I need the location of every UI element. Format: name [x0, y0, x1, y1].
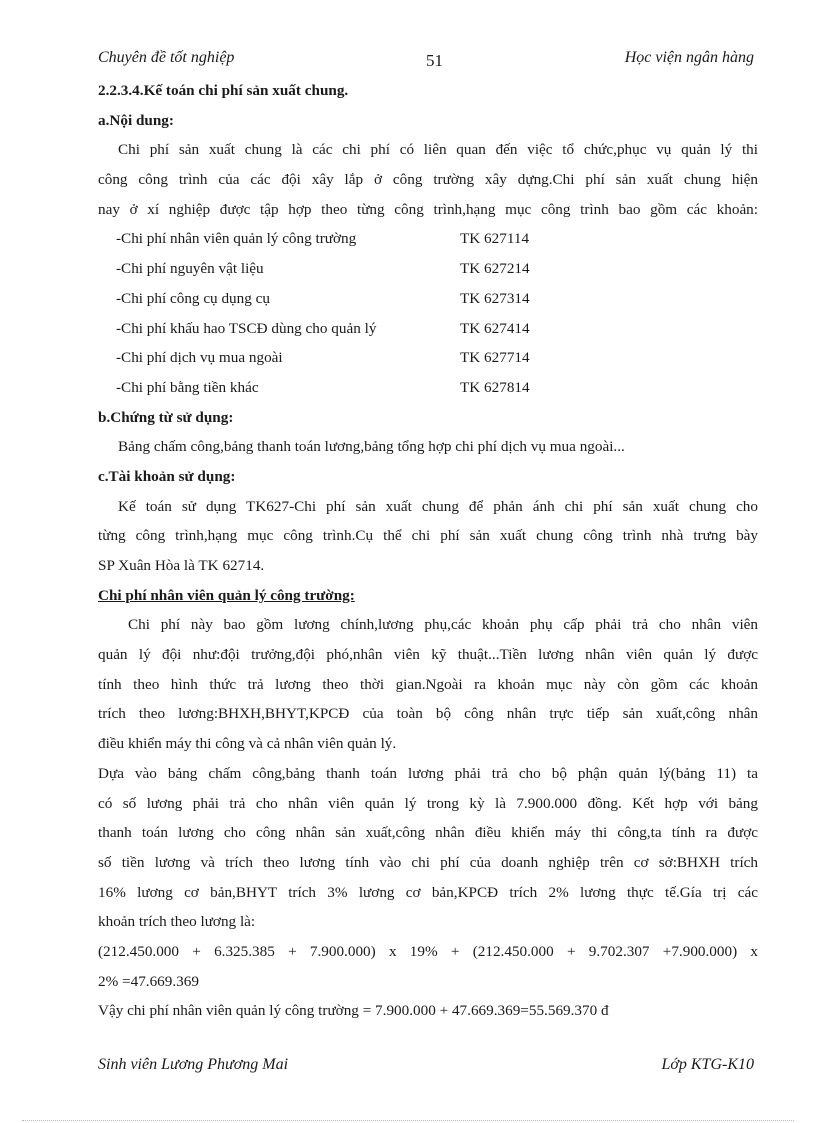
intro-line: công công trình của các đội xây lắp ở công trường xây dựng.Chi phí sản xuất chung hiện	[98, 171, 758, 189]
header-right: Học viện ngân hàng	[624, 49, 754, 66]
content-heading: a.Nội dung:	[98, 111, 174, 129]
calc-text-line: khoản trích theo lương là:	[98, 913, 256, 931]
account-name: -Chi phí dịch vụ mua ngoài	[116, 349, 283, 367]
calc-text-line: 16% lương cơ bản,BHYT trích 3% lương cơ bản,KPCĐ trích 2% lương thực tế.Gía trị các	[98, 883, 758, 901]
account-code: TK 627414	[460, 319, 530, 337]
accounts-text-line: từng công trình,hạng mục công trình.Cụ thể chi phí sản xuất chung công trình nhà trưng bày	[98, 527, 758, 545]
accounts-text-line: SP Xuân Hòa là TK 62714.	[98, 557, 265, 574]
documents-text: Bảng chấm công,bảng thanh toán lương,bảng tổng hợp chi phí dịch vụ mua ngoài...	[118, 438, 625, 456]
staff-text-line: tính theo hình thức trả lương theo thời gian.Ngoài ra khoản mục này còn gồm các khoản	[98, 675, 758, 693]
calc-text-line: Dựa vào bảng chấm công,bảng thanh toán lương phải trả cho bộ phận quản lý(bảng 11) ta	[98, 764, 758, 782]
section-title: 2.2.3.4.Kế toán chi phí sản xuất chung.	[98, 82, 349, 99]
footer-right: Lớp KTG-K10	[661, 1056, 754, 1073]
account-name: -Chi phí khấu hao TSCĐ dùng cho quản lý	[116, 319, 377, 337]
account-code: TK 627814	[460, 378, 530, 396]
formula-line: 2% =47.669.369	[98, 972, 199, 990]
account-code: TK 627214	[460, 260, 530, 278]
account-code: TK 627114	[460, 230, 530, 248]
conclusion: Vậy chi phí nhân viên quản lý công trường = 7.900.000 + 47.669.369=55.569.370 đ	[98, 1002, 609, 1020]
accounts-text-line: Kế toán sử dụng TK627-Chi phí sản xuất chung để phản ánh chi phí sản xuất chung cho	[118, 497, 758, 515]
header-left: Chuyên đề tốt nghiệp	[98, 49, 235, 66]
account-code: TK 627314	[460, 289, 530, 307]
intro-line: Chi phí sản xuất chung là các chi phí có liên quan đến việc tổ chức,phục vụ quản lý thi	[118, 141, 758, 159]
documents-heading: b.Chứng từ sử dụng:	[98, 408, 234, 426]
formula-line: (212.450.000 + 6.325.385 + 7.900.000) x 19% + (212.450.000 + 9.702.307 +7.900.000) x	[98, 942, 758, 960]
staff-heading: Chi phí nhân viên quản lý công trường:	[98, 586, 355, 604]
staff-text-line: Chi phí này bao gồm lương chính,lương phụ,các khoản phụ cấp phải trả cho nhân viên	[128, 616, 758, 634]
page-bottom-divider	[22, 1120, 794, 1121]
account-item	[98, 254, 758, 284]
account-item	[98, 224, 758, 254]
page-number: 51	[426, 51, 443, 70]
staff-text-line: trích theo lương:BHXH,BHYT,KPCĐ của toàn bộ công nhân trực tiếp sản xuất,công nhân	[98, 705, 758, 723]
calc-text-line: thanh toán lương cho công nhân sản xuất,công nhân điều khiển máy thi công,ta tính ra được	[98, 824, 758, 842]
accounts-heading: c.Tài khoản sử dụng:	[98, 467, 236, 485]
staff-text-line: quản lý đội như:đội trưởng,đội phó,nhân viên kỹ thuật...Tiền lương nhân viên quản lý được	[98, 646, 758, 664]
account-code: TK 627714	[460, 349, 530, 367]
account-item	[98, 343, 758, 373]
account-name: -Chi phí công cụ dụng cụ	[116, 289, 270, 307]
account-item	[98, 373, 758, 403]
account-item	[98, 284, 758, 314]
account-name: -Chi phí nguyên vật liệu	[116, 260, 264, 278]
intro-line: nay ở xí nghiệp được tập hợp theo từng công trình,hạng mục công trình bao gồm các khoản:	[98, 200, 758, 218]
account-name: -Chi phí bằng tiền khác	[116, 378, 259, 396]
footer-left: Sinh viên Lương Phương Mai	[98, 1056, 289, 1073]
staff-text-line: điều khiển máy thi công và cả nhân viên quản lý.	[98, 735, 397, 753]
account-item	[98, 314, 758, 344]
calc-text-line: có số lương phải trả cho nhân viên quản lý trong kỳ là 7.900.000 đồng. Kết hợp với bảng	[98, 794, 758, 812]
account-name: -Chi phí nhân viên quản lý công trường	[116, 230, 357, 248]
document-body	[98, 76, 758, 1026]
calc-text-line: số tiền lương và trích theo lương tính vào chi phí của doanh nghiệp trên cơ sở:BHXH trích	[98, 853, 758, 871]
